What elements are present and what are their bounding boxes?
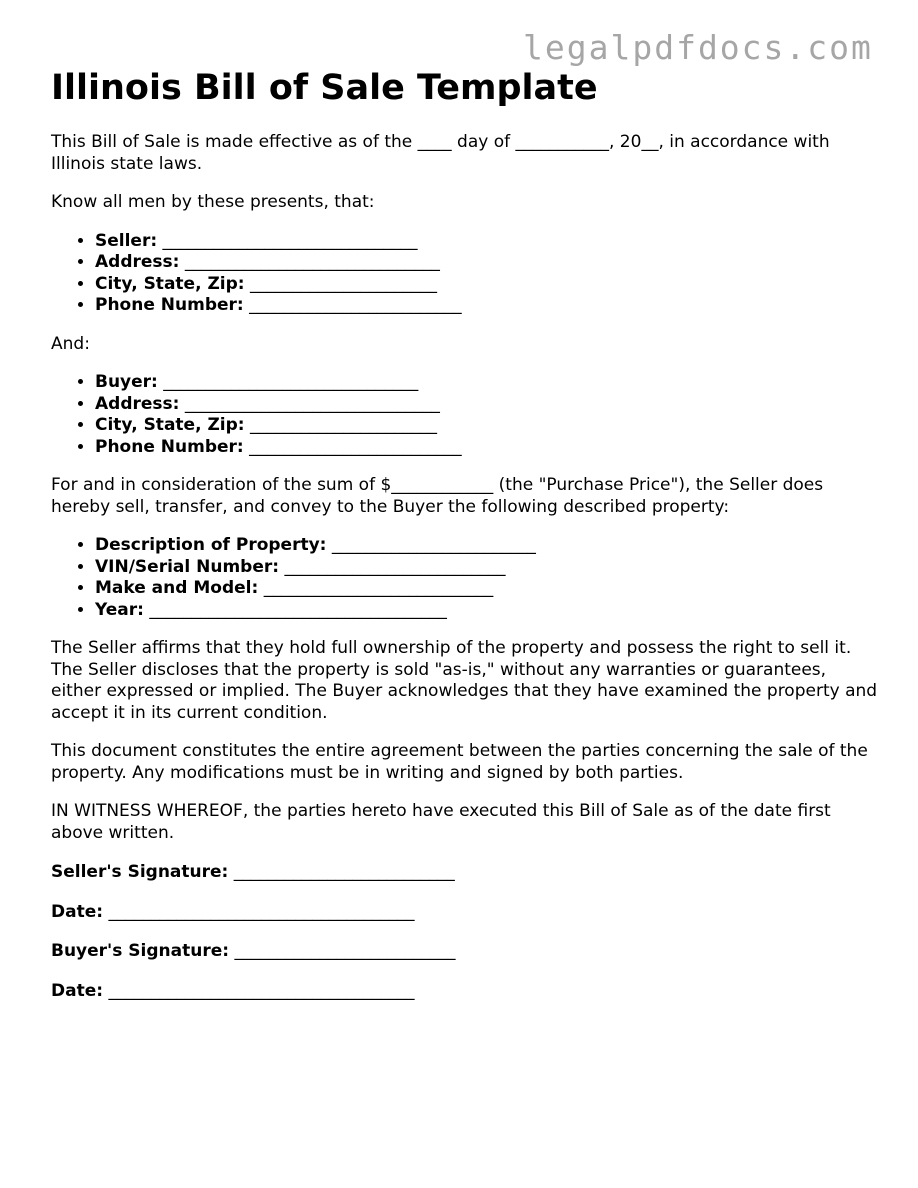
seller-phone-blank: _________________________	[249, 295, 462, 315]
buyer-address-blank: ______________________________	[184, 393, 440, 414]
seller-name-label: Seller:	[95, 230, 158, 251]
make-model-label: Make and Model:	[95, 578, 259, 598]
seller-signature-line	[51, 862, 881, 884]
seller-signature-label: Seller's Signature:	[51, 862, 229, 882]
seller-address-blank: ______________________________	[184, 252, 440, 272]
document-body	[51, 64, 881, 1002]
intro-paragraph: This Bill of Sale is made effective as of the ____ day of ___________, 20__, in accordance with Illinois state laws.	[51, 132, 830, 174]
property-description-label: Description of Property:	[95, 535, 327, 555]
affirm-paragraph: The Seller affirms that they hold full ownership of the property and possess the right to sell it. The Seller discloses that the property is sold "as-is," without any warranties or guarantees, either expressed or implied. The Buyer acknowledges that they have examined the property and accept it in its current condition.	[51, 638, 878, 723]
list-item	[95, 394, 881, 416]
know-all-paragraph: Know all men by these presents, that:	[51, 192, 375, 212]
buyer-signature-label: Buyer's Signature:	[51, 941, 230, 961]
buyer-date-blank: ____________________________________	[108, 980, 415, 1001]
make-model-blank: ___________________________	[263, 578, 494, 598]
buyer-name-blank: ______________________________	[163, 372, 419, 392]
page-title: Illinois Bill of Sale Template	[51, 68, 598, 108]
list-item	[95, 600, 881, 622]
seller-name-blank: ______________________________	[162, 230, 418, 251]
buyer-date-line	[51, 981, 881, 1003]
year-label: Year:	[95, 599, 144, 620]
list-item	[95, 274, 881, 296]
list-item	[95, 252, 881, 274]
vin-serial-label: VIN/Serial Number:	[95, 556, 280, 577]
buyer-phone-blank: _________________________	[249, 436, 462, 457]
seller-city-label: City, State, Zip:	[95, 273, 245, 294]
seller-phone-label: Phone Number:	[95, 295, 244, 315]
buyer-date-label: Date:	[51, 980, 104, 1001]
buyer-city-blank: ______________________	[249, 415, 437, 435]
seller-field-list	[51, 231, 881, 317]
and-paragraph: And:	[51, 333, 90, 354]
buyer-city-label: City, State, Zip:	[95, 415, 245, 435]
buyer-phone-label: Phone Number:	[95, 436, 244, 457]
buyer-signature-blank: __________________________	[234, 941, 456, 961]
watermark: legalpdfdocs.com	[523, 28, 873, 67]
list-item	[95, 295, 881, 317]
year-blank: ___________________________________	[149, 599, 447, 620]
property-description-blank: ________________________	[331, 535, 536, 555]
seller-date-blank: ____________________________________	[108, 901, 415, 922]
seller-date-label: Date:	[51, 901, 104, 922]
seller-date-line	[51, 902, 881, 924]
buyer-address-label: Address:	[95, 393, 180, 414]
list-item	[95, 578, 881, 600]
seller-address-label: Address:	[95, 252, 180, 272]
list-item	[95, 415, 881, 437]
vin-serial-blank: __________________________	[284, 556, 506, 577]
buyer-signature-line	[51, 941, 881, 963]
entire-agreement-paragraph: This document constitutes the entire agreement between the parties concerning the sale of the property. Any modifications must be in writing and signed by both parties.	[51, 741, 868, 783]
seller-signature-blank: __________________________	[233, 862, 455, 882]
witness-paragraph: IN WITNESS WHEREOF, the parties hereto have executed this Bill of Sale as of the date first above written.	[51, 801, 831, 843]
buyer-name-label: Buyer:	[95, 372, 158, 392]
buyer-field-list	[51, 372, 881, 458]
list-item	[95, 437, 881, 459]
list-item	[95, 535, 881, 557]
consideration-paragraph: For and in consideration of the sum of $____________ (the "Purchase Price"), the Seller does hereby sell, transfer, and convey to the Buyer the following described property:	[51, 475, 824, 517]
property-field-list	[51, 535, 881, 621]
seller-city-blank: ______________________	[249, 273, 437, 294]
list-item	[95, 557, 881, 579]
list-item	[95, 231, 881, 253]
list-item	[95, 372, 881, 394]
